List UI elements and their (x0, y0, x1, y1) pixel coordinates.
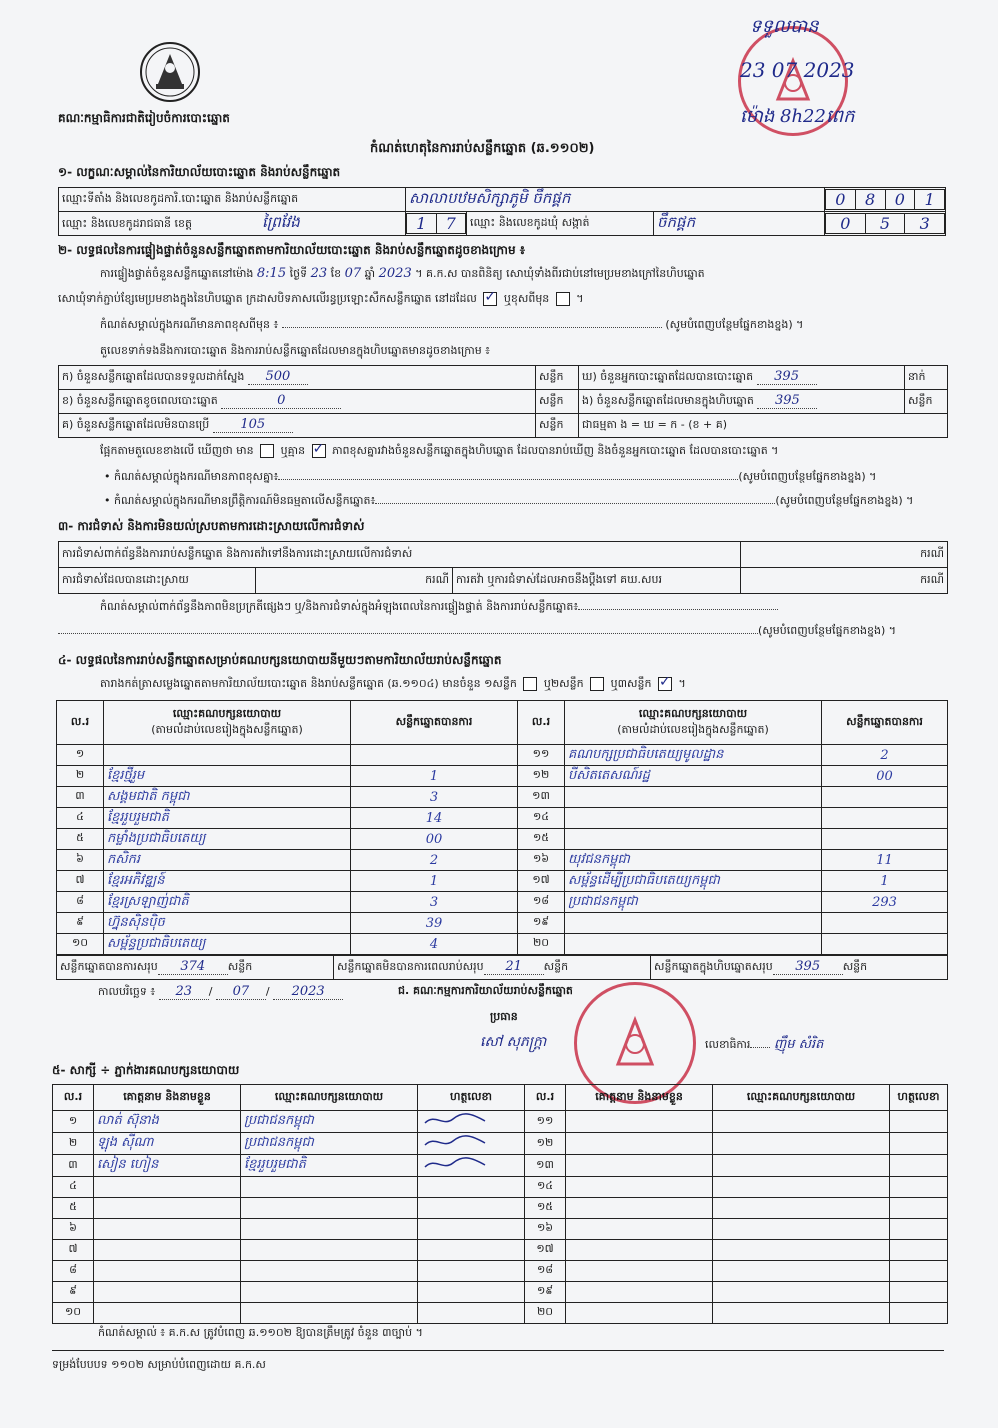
witness-party (713, 1240, 890, 1261)
row-number: ១៦ (518, 850, 565, 871)
row-number: ២០ (525, 1303, 566, 1324)
row-number: ៧ (57, 871, 104, 892)
no-difference-checkbox[interactable] (312, 444, 326, 458)
total-invalid: 21 (484, 959, 544, 975)
table-row (57, 913, 948, 934)
row-number: ១៨ (518, 892, 565, 913)
secretary-name: ញ៉ឹម សំរិត (773, 1037, 824, 1052)
table-row (57, 892, 948, 913)
row-number: ១ (53, 1111, 94, 1133)
row-number: ១២ (518, 766, 565, 787)
chair-signature: សៅ សុភក្ត្រា (480, 1034, 547, 1050)
kha-value: 0 (221, 393, 341, 409)
row-number: ១៧ (518, 871, 565, 892)
row-number: ៤ (53, 1177, 94, 1198)
vote-count: 39 (351, 913, 518, 934)
witness-name: លាត់ ស៊ុនាង (94, 1111, 241, 1133)
ballot-figures-table: ក) ចំនួនសន្លឹកឆ្នោតដែលបានទទួលដាក់ស្នែង 500 សន្លឹក ឃ) ចំនួនអ្នកបោះឆ្នោតដែលបានបោះឆ្នោត 395 នាក់ ខ) ចំនួនសន្លឹកឆ្នោតខូចពេលបោះឆ្នោត 0 សន្លឹក ង) ចំនួនសន្លឹកឆ្នោតដែលមានក្នុងហិបឆ្នោត 395 សន្លឹក គ) ចំនួនសន្លឹកឆ្នោតដែលមិនបានប្រើ 105 សន្លឹក ជាធម្មតា ង = ឃ = ក - (ខ + គ) (58, 365, 948, 438)
vote-count (822, 934, 948, 955)
footer-divider (52, 1350, 944, 1351)
formula: ជាធម្មតា ង = ឃ = ក - (ខ + គ) (579, 414, 948, 438)
row-number: ៦ (53, 1219, 94, 1240)
signature-cell (418, 1111, 525, 1133)
row-number: ១១ (518, 745, 565, 766)
location-label: ឈ្មោះទីតាំង និងលេខកូដការិ.បោះឆ្នោត និងរាប់សន្លឹកឆ្នោត (59, 188, 406, 212)
party-name: កម្លាំងប្រជាធិបតេយ្យ (104, 829, 351, 850)
ka-row: ក) ចំនួនសន្លឹកឆ្នោតដែលបានទទួលដាក់ស្នែង 500 (59, 366, 536, 390)
vote-count: 00 (351, 829, 518, 850)
vote-count: 3 (351, 787, 518, 808)
witness-row (53, 1155, 948, 1177)
row-number: ៨ (57, 892, 104, 913)
verify-year: 2023 (378, 266, 412, 281)
signature-cell (418, 1155, 525, 1177)
party-name: ខ្មែរអភិវឌ្ឍន៍ (104, 871, 351, 892)
irregularities-note: កំណត់សម្គាល់ពាក់ព័ន្ធនឹងភាពមិនប្រក្រតីផ្សេងៗ ឬ/និងការជំទាស់ក្នុងអំឡុងពេលនៃការផ្ទៀងផ្ទាត់ និងការរាប់សន្លឹកឆ្នោត៖ (100, 600, 948, 616)
three-sheets-checkbox[interactable] (658, 677, 672, 691)
code-digit: 5 (865, 214, 905, 234)
row-number: ២០ (518, 934, 565, 955)
vote-count: 3 (351, 892, 518, 913)
kho-row: ឃ) ចំនួនអ្នកបោះឆ្នោតដែលបានបោះឆ្នោត 395 (579, 366, 905, 390)
witness-party (713, 1198, 890, 1219)
code-digit: 0 (826, 190, 856, 210)
signature-cell (890, 1133, 948, 1155)
table-row (57, 871, 948, 892)
table-row (57, 766, 948, 787)
vote-count (822, 808, 948, 829)
location-value: សាលាបឋមសិក្សាភូមិ ចឹកផ្គក (406, 188, 825, 212)
row-number: ១៣ (525, 1155, 566, 1177)
witness-name (566, 1282, 713, 1303)
signature-cell (890, 1261, 948, 1282)
objections-table: ការជំទាស់ពាក់ព័ន្ធនឹងការរាប់សន្លឹកឆ្នោត និងការតវ៉ាទៅនឹងការដោះស្រាយលើការជំទាស់ ករណី ការជំទាស់ដែលបានដោះស្រាយ ករណី ការតវ៉ា ឬការជំទាស់ដែលអាចនឹងប្ដឹងទៅ គឃ.សបរ ករណី (58, 541, 948, 594)
witness-row (53, 1177, 948, 1198)
vote-count: 1 (351, 871, 518, 892)
witness-name (566, 1219, 713, 1240)
witness-party (241, 1282, 418, 1303)
witness-name (94, 1282, 241, 1303)
two-sheets-checkbox[interactable] (590, 677, 604, 691)
witness-party (713, 1133, 890, 1155)
party-name: ខ្មែររួបរួមជាតិ (104, 808, 351, 829)
appeal-objections: ការតវ៉ា ឬការជំទាស់ដែលអាចនឹងប្ដឹងទៅ គឃ.សបរ (453, 568, 741, 594)
committee-name: គណៈកម្មាធិការជាតិរៀបចំការបោះឆ្នោត (58, 111, 230, 125)
code-digit: 7 (436, 214, 466, 234)
ko-value: 105 (213, 417, 293, 433)
one-sheet-checkbox[interactable] (523, 677, 537, 691)
witness-name: ឡុង ស៊ីណា (94, 1133, 241, 1155)
witness-name (566, 1177, 713, 1198)
unchanged-checkbox[interactable] (483, 292, 497, 306)
row-number: ១០ (57, 934, 104, 955)
objection-row1: ការជំទាស់ពាក់ព័ន្ធនឹងការរាប់សន្លឹកឆ្នោត និងការតវ៉ាទៅនឹងការដោះស្រាយលើការជំទាស់ (59, 542, 741, 568)
stamp-date: 23 07 2023 (740, 58, 855, 82)
witness-row (53, 1198, 948, 1219)
vote-count: 293 (822, 892, 948, 913)
signature-cell (890, 1155, 948, 1177)
row-number: ៦ (57, 850, 104, 871)
row-number: ១០ (53, 1303, 94, 1324)
code-digit: 3 (905, 214, 945, 234)
tally-sheet-count: តារាងកត់ត្រាសម្លេងឆ្នោតតាមការិយាល័យបោះឆ្នោត និងរាប់សន្លឹកឆ្នោត (ឆ.១១០៤) មានចំនួន ១សន្លឹក ឬ២សន្លឹក ឬ៣សន្លឹក ✓ ។ (100, 677, 686, 693)
vote-count: 14 (351, 808, 518, 829)
verification-line: ការផ្ទៀងផ្ទាត់ចំនួនសន្លឹកឆ្នោតនៅម៉ោង 8:15 ថ្ងៃទី 23 ខែ 07 ឆ្នាំ 2023 ។ គ.ក.ស បានពិនិត្យ សោឃុំទាំងពីរជាប់នៅមេប្រមខាងក្រៅនៃហិបឆ្នោត (100, 266, 705, 281)
code-digit: 0 (885, 190, 915, 210)
witness-name (566, 1133, 713, 1155)
verify-month: 07 (344, 266, 362, 281)
row-number: ៣ (57, 787, 104, 808)
commune-value: ចឹកផ្គក (654, 212, 825, 236)
party-name: ហ្វ៊ុនស៊ិនប៉ិច (104, 913, 351, 934)
row-number: ៩ (57, 913, 104, 934)
form-title: កំណត់ហេតុនៃការរាប់សន្លឹកឆ្នោត (ឆ.១១០២) (370, 141, 595, 156)
witness-row (53, 1111, 948, 1133)
row-number: ២ (53, 1133, 94, 1155)
party-name (565, 808, 822, 829)
witness-name (566, 1240, 713, 1261)
row-number: ១៤ (525, 1177, 566, 1198)
resolved-objections: ការជំទាស់ដែលបានដោះស្រាយ (59, 568, 256, 594)
witness-name (566, 1111, 713, 1133)
row-number: ២ (57, 766, 104, 787)
row-number: ៥ (53, 1198, 94, 1219)
witness-name (566, 1198, 713, 1219)
witness-party (713, 1155, 890, 1177)
has-difference-checkbox[interactable] (260, 444, 274, 458)
kho-value: 395 (757, 369, 817, 385)
signature-cell (418, 1198, 525, 1219)
signature-scribble (421, 1133, 491, 1151)
commune-label: ឈ្មោះ និងលេខកូដឃុំ សង្កាត់ (467, 212, 654, 236)
province-value: ព្រៃវែង (262, 212, 300, 231)
row-number: ១៩ (525, 1282, 566, 1303)
witness-party (241, 1198, 418, 1219)
vote-count (822, 913, 948, 934)
bullet-abnormal: • កំណត់សម្គាល់ក្នុងករណីមានព្រឹត្តិការណ៍មិនធម្មតាលើសន្លឹកឆ្នោត៖ (សូមបំពេញបន្ថែមផ្នែកខាងខ្នង) ។ (104, 494, 914, 507)
row-number: ១៨ (525, 1261, 566, 1282)
table-row (57, 850, 948, 871)
witness-party (241, 1219, 418, 1240)
witness-row (53, 1219, 948, 1240)
code-digit: 8 (855, 190, 885, 210)
witness-row (53, 1303, 948, 1324)
party-name: គណបក្សប្រជាធិបតេយ្យមូលដ្ឋាន (565, 745, 822, 766)
code-digit: 1 (915, 190, 945, 210)
signature-cell (418, 1303, 525, 1324)
witness-party (713, 1111, 890, 1133)
stamp-line1: ទទួលបាន (750, 16, 819, 37)
witness-row (53, 1133, 948, 1155)
table-row (57, 787, 948, 808)
vote-count: 00 (822, 766, 948, 787)
party-name: ខ្មែរស្រឡាញ់ជាតិ (104, 892, 351, 913)
section1-table (58, 187, 946, 236)
witness-party (713, 1303, 890, 1324)
party-name: ប្រជាជនកម្ពុជា (565, 892, 822, 913)
signature-cell (418, 1240, 525, 1261)
party-name (565, 934, 822, 955)
signature-cell (418, 1282, 525, 1303)
ka-value: 500 (248, 369, 308, 385)
totals-table: សន្លឹកឆ្នោតបានការសរុប 374 សន្លឹក សន្លឹកឆ្នោតមិនបានការពេលរាប់សរុប 21 សន្លឹក សន្លឹកឆ្នោតក្នុងហិបឆ្នោតសរុប 395 សន្លឹក (56, 955, 948, 980)
row-number: ១៥ (518, 829, 565, 850)
party-name: សម្ព័ន្ធប្រជាធិបតេយ្យ (104, 934, 351, 955)
signature-cell (890, 1219, 948, 1240)
vote-count: 1 (351, 766, 518, 787)
witness-name (94, 1177, 241, 1198)
vote-count: 2 (351, 850, 518, 871)
witness-name (94, 1219, 241, 1240)
vote-count: 4 (351, 934, 518, 955)
witness-name (94, 1303, 241, 1324)
witness-name (94, 1198, 241, 1219)
witness-row (53, 1261, 948, 1282)
row-number: ៧ (53, 1240, 94, 1261)
party-name: កសិករ (104, 850, 351, 871)
witness-name (566, 1261, 713, 1282)
witness-party (713, 1219, 890, 1240)
bullet-difference: • កំណត់សម្គាល់ក្នុងករណីមានភាពខុសគ្នា៖ (សូមបំពេញបន្ថែមផ្នែកខាងខ្នង) ។ (104, 470, 877, 483)
row-number: ១៣ (518, 787, 565, 808)
party-name: ខ្មែរថ្មីរួម (104, 766, 351, 787)
vote-count: 1 (822, 871, 948, 892)
row-number: ១៧ (525, 1240, 566, 1261)
witness-name (94, 1261, 241, 1282)
signature-scribble (421, 1111, 491, 1129)
witness-party (241, 1261, 418, 1282)
signature-scribble (421, 1155, 491, 1173)
ngo-row: ង) ចំនួនសន្លឹកឆ្នោតដែលមានក្នុងហិបឆ្នោត 395 (579, 390, 905, 414)
witness-name: សៀន ហៀន (94, 1155, 241, 1177)
irregularities-note-line2: (សូមបំពេញបន្ថែមផ្នែកខាងខ្នង) ។ (58, 624, 948, 640)
vote-count (351, 745, 518, 766)
footnote: កំណត់សម្គាល់ ៖ គ.ក.ស ត្រូវបំពេញ ឆ.១១០២ ឱ្យបានត្រឹមត្រូវ ចំនួន ៣ច្បាប់ ។ (98, 1326, 423, 1339)
stamp-time: ម៉ោង 8h22ពេក (740, 106, 855, 127)
table-row (57, 934, 948, 955)
row-number: ១២ (525, 1133, 566, 1155)
witness-table: ល.រ គោត្តនាម និងនាមខ្លួន ឈ្មោះគណបក្សនយោបាយ ហត្ថលេខា ល.រ គោត្តនាម និងនាមខ្លួន ឈ្មោះគណបក្សនយោបាយ ហត្ថលេខា ១ លាត់ ស៊ុនាង ប្រជាជនកម្ពុជា ១១ ២ ឡុង ស៊ីណា ប្រជាជនកម្ពុជា ១២ ៣ សៀន ហៀន ខ្មែររួបរួមជាតិ ១៣ ៤ ១៤ ៥ ១៥ ៦ ១៦ ៧ ១៧ ៨ ១៨ ៩ ១៩ ១០ ២០ (52, 1084, 948, 1324)
signature-cell (890, 1303, 948, 1324)
party-name (565, 829, 822, 850)
witness-party: ប្រជាជនកម្ពុជា (241, 1111, 418, 1133)
witness-party (241, 1303, 418, 1324)
total-valid: 374 (158, 959, 228, 975)
section4-heading: ៤- លទ្ធផលនៃការរាប់សន្លឹកឆ្នោតសម្រាប់គណបក្សនយោបាយនីមួយៗតាមការិយាល័យរាប់សន្លឹកឆ្នោត (58, 653, 502, 667)
table-row (57, 745, 948, 766)
witness-party: ខ្មែររួបរួមជាតិ (241, 1155, 418, 1177)
table-row (57, 829, 948, 850)
verify-time: 8:15 (256, 266, 287, 281)
section1-heading: ១- លក្ខណៈសម្គាល់នៃការិយាល័យបោះឆ្នោត និងរាប់សន្លឹកឆ្នោត (58, 165, 341, 179)
witness-party: ប្រជាជនកម្ពុជា (241, 1133, 418, 1155)
row-number: ៩ (53, 1282, 94, 1303)
seal-check-line: សោឃុំទាក់ភ្ជាប់ខ្សែមេប្រមខាងក្នុងនៃហិបឆ្នោត ក្រដាសបិទភាសលើរន្ធប្រឡោះសឹកសន្លឹកឆ្នោត នៅដដែល ✓ ឬខុសពីមុន ។ (58, 292, 584, 308)
secretary-label: លេខាធិការ ញ៉ឹម សំរិត (705, 1037, 824, 1052)
section2-heading: ២- លទ្ធផលនៃការផ្ទៀងផ្ទាត់ចំនួនសន្លឹកឆ្នោតតាមការិយាល័យបោះឆ្នោត និងរាប់សន្លឹកឆ្នោតដូចខាងក្រោម ៖ (58, 243, 526, 257)
changed-checkbox[interactable] (556, 292, 570, 306)
signature-cell (890, 1177, 948, 1198)
witness-name (566, 1155, 713, 1177)
signature-cell (418, 1177, 525, 1198)
kha-row: ខ) ចំនួនសន្លឹកឆ្នោតខូចពេលបោះឆ្នោត 0 (59, 390, 536, 414)
party-name: យុវជនកម្ពុជា (565, 850, 822, 871)
signature-cell (890, 1111, 948, 1133)
vote-count (822, 829, 948, 850)
figures-intro: តួលេខទាក់ទងនឹងការបោះឆ្នោត និងការរាប់សន្លឹកឆ្នោតដែលមានក្នុងហិបឆ្នោតមានដូចខាងក្រោម ៖ (100, 344, 491, 357)
row-number: ៥ (57, 829, 104, 850)
signature-cell (890, 1282, 948, 1303)
witness-party (713, 1282, 890, 1303)
chair-label: ប្រធាន (490, 1010, 518, 1023)
witness-party (241, 1240, 418, 1261)
party-name: សម្ព័ន្ធដើម្បីប្រជាធិបតេយ្យកម្ពុជា (565, 871, 822, 892)
section3-heading: ៣- ការជំទាស់ និងការមិនយល់ស្របតាមការដោះស្រាយលើការជំទាស់ (58, 519, 365, 533)
party-name: សង្គមជាតិ កម្ពុជា (104, 787, 351, 808)
row-number: ៨ (53, 1261, 94, 1282)
signature-cell (418, 1219, 525, 1240)
ngo-value: 395 (757, 393, 817, 409)
party-name (104, 745, 351, 766)
row-number: ១៦ (525, 1219, 566, 1240)
ko-row: គ) ចំនួនសន្លឹកឆ្នោតដែលមិនបានប្រើ 105 (59, 414, 536, 438)
party-results-table: ល.រ ឈ្មោះគណបក្សនយោបាយ (តាមលំដាប់លេខរៀងក្នុងសន្លឹកឆ្នោត) សន្លឹកឆ្នោតបានការ ល.រ ឈ្មោះគណបក្សនយោបាយ (តាមលំដាប់លេខរៀងក្នុងសន្លឹកឆ្នោត) សន្លឹកឆ្នោតបានការ ១ ១១ គណបក្សប្រជាធិបតេយ្យមូលដ្ឋាន 2 ២ ខ្មែរថ្មីរួម 1 ១២ បីសិតតេសណ៍រដ្ឋ 00 ៣ សង្គមជាតិ កម្ពុជា 3 ១៣ ៤ ខ្មែររួបរួមជាតិ 14 ១៤ ៥ កម្លាំងប្រជាធិបតេយ្យ 00 ១៥ ៦ កសិករ 2 ១៦ យុវជនកម្ពុជា 11 ៧ ខ្មែរអភិវឌ្ឍន៍ 1 ១៧ សម្ព័ន្ធដើម្បីប្រជាធិបតេយ្យកម្ពុជា 1 ៨ ខ្មែរស្រឡាញ់ជាតិ 3 ១៨ ប្រជាជនកម្ពុជា 293 ៩ ហ្វ៊ុនស៊ិនប៉ិច 39 ១៩ ១០ សម្ព័ន្ធប្រជាធិបតេយ្យ 4 ២០ (56, 700, 948, 955)
vote-count (822, 787, 948, 808)
party-name (565, 913, 822, 934)
verify-day: 23 (310, 266, 328, 281)
nec-logo (138, 40, 202, 104)
code-digit: 0 (826, 214, 866, 234)
footer-form-note: ទម្រង់បែបបទ ១១០២ សម្រាប់បំពេញដោយ គ.ក.ស (52, 1358, 266, 1371)
row-number: ៤ (57, 808, 104, 829)
row-number: ១៥ (525, 1198, 566, 1219)
province-label: ឈ្មោះ និងលេខកូដរាជធានី ខេត្ត (62, 216, 192, 230)
signature-cell (890, 1240, 948, 1261)
signature-cell (890, 1198, 948, 1219)
vote-count: 2 (822, 745, 948, 766)
table-row (57, 808, 948, 829)
witness-party (713, 1261, 890, 1282)
party-name (565, 787, 822, 808)
received-stamp (730, 14, 960, 164)
total-in-box: 395 (773, 959, 843, 975)
signature-cell (418, 1261, 525, 1282)
vote-count: 11 (822, 850, 948, 871)
row-number: ១ (57, 745, 104, 766)
witness-party (241, 1177, 418, 1198)
witness-row (53, 1282, 948, 1303)
difference-line: ផ្អែកតាមតួលេខខាងលើ ឃើញថា មាន ឬគ្មាន ✓ ភាពខុសគ្នារវាងចំនួនសន្លឹកឆ្នោតក្នុងហិបឆ្នោត ដែលបានរាប់ឃើញ និងចំនួនអ្នកបោះឆ្នោត ដែលបានបោះឆ្នោត ។ (100, 444, 778, 460)
row-number: ១៤ (518, 808, 565, 829)
witness-party (713, 1177, 890, 1198)
row-number: ១៩ (518, 913, 565, 934)
difference-note-line: កំណត់សម្គាល់ក្នុងករណីមានភាពខុសពីមុន ៖ (សូមបំពេញបន្ថែមផ្នែកខាងខ្នង) ។ (100, 318, 804, 331)
row-number: ១១ (525, 1111, 566, 1133)
witness-row (53, 1240, 948, 1261)
party-name: បីសិតតេសណ៍រដ្ឋ (565, 766, 822, 787)
row-number: ៣ (53, 1155, 94, 1177)
committee-label: ជ. គណៈកម្មការការិយាល័យរាប់សន្លឹកឆ្នោត (398, 984, 573, 997)
code-digit: 1 (407, 214, 437, 234)
witness-name (94, 1240, 241, 1261)
signature-cell (418, 1133, 525, 1155)
witness-name (566, 1303, 713, 1324)
section5-heading: ៥- សាក្សី ÷ ភ្នាក់ងារគណបក្សនយោបាយ (52, 1063, 240, 1077)
signing-date: កាលបរិច្ឆេទ ៖ 23 / 07 / 2023 (98, 984, 343, 1001)
